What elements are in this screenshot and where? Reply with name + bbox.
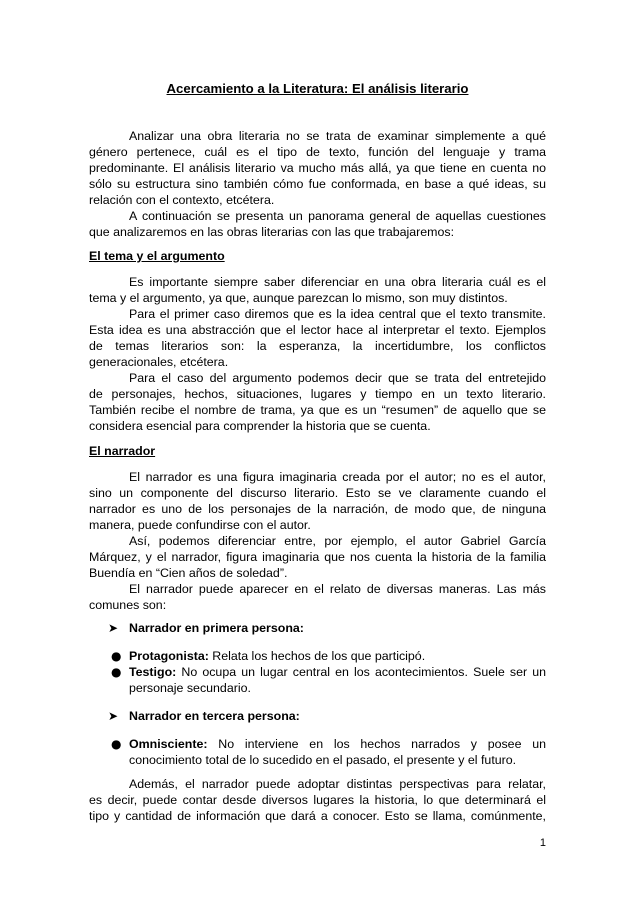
list-heading-primera: Narrador en primera persona: — [129, 621, 304, 635]
list-item-omnisciente — [129, 736, 546, 752]
body-line: género pertenece, cuál es el tipo de texto, función del lenguaje y trama — [89, 145, 546, 159]
bullet-icon: ● — [111, 649, 122, 663]
body-line: sino un componente del discurso literario. Esto se ve claramente cuando el — [89, 486, 546, 500]
body-line: Es importante siempre saber diferenciar en una obra literaria cuál es el — [129, 275, 546, 289]
term-protagonista: Protagonista: — [129, 649, 209, 663]
body-line: de temas literarios son: la esperanza, la incertidumbre, los conflictos — [89, 339, 546, 353]
body-line: Así, podemos diferenciar entre, por ejemplo, el autor Gabriel García — [129, 534, 546, 548]
body-line: sólo su estructura sino también cómo fue conformada, en base a qué ideas, su — [89, 177, 546, 191]
body-line: considera esencial para comprender la historia que se cuenta. — [89, 419, 431, 433]
body-line: tema y el argumento, ya que, aunque parezcan lo mismo, son muy distintos. — [89, 291, 508, 305]
body-line: Para el primer caso diremos que es la idea central que el texto transmite. — [129, 307, 546, 321]
body-line: Para el caso del argumento podemos decir que se trata del entretejido — [129, 371, 546, 385]
body-line: de personajes, hechos, situaciones, lugares y tiempo en un texto literario. — [89, 387, 546, 401]
bullet-icon: ● — [111, 737, 122, 751]
body-line: narrador es uno de los personajes de la narración, de modo que, de ninguna — [89, 502, 546, 516]
body-line: es decir, puede contar desde diversos lugares la historia, lo que determinará el — [89, 793, 546, 807]
page-number: 1 — [539, 837, 546, 849]
body-line: relación con el contexto, etcétera. — [89, 193, 275, 207]
list-heading-tercera: Narrador en tercera persona: — [129, 709, 300, 723]
body-line: generacionales, etcétera. — [89, 355, 229, 369]
list-item-testigo — [129, 664, 546, 680]
term-omnisciente: Omnisciente: — [129, 737, 208, 751]
body-line: El narrador puede aparecer en el relato de diversas maneras. Las más — [129, 582, 546, 596]
definition-protagonista: Relata los hechos de los que participó. — [208, 649, 426, 663]
body-line: manera, puede confundirse con el autor. — [89, 518, 311, 532]
list-item-omnisciente-cont: conocimiento total de lo sucedido en el pasado, el presente y el futuro. — [129, 753, 517, 767]
arrow-bullet-icon: ➤ — [108, 621, 119, 635]
body-line: Analizar una obra literaria no se trata de examinar simplemente a qué — [129, 129, 546, 143]
definition-omnisciente: No interviene en los hechos narrados y posee un — [207, 737, 546, 751]
bullet-icon: ● — [111, 665, 122, 679]
definition-testigo: No ocupa un lugar central en los acontecimientos. Suele ser un — [176, 665, 546, 679]
body-line: comunes son: — [89, 598, 167, 612]
body-line: Esta idea es una abstracción que el lector hace al interpretar el texto. Ejemplos — [89, 323, 546, 337]
page-title: Acercamiento a la Literatura: El análisis literario — [166, 81, 469, 96]
section-heading-narrador: El narrador — [89, 444, 156, 458]
term-testigo: Testigo: — [129, 665, 177, 679]
body-line: A continuación se presenta un panorama general de aquellas cuestiones — [129, 209, 546, 223]
list-item-testigo-cont: personaje secundario. — [129, 681, 251, 695]
body-line: que analizaremos en las obras literarias con las que trabajaremos: — [89, 225, 455, 239]
arrow-bullet-icon: ➤ — [108, 709, 119, 723]
body-line: tipo y cantidad de información que dará a conocer. Esto se llama, comúnmente, — [89, 809, 546, 823]
list-item-protagonista — [129, 648, 546, 664]
body-line: El narrador es una figura imaginaria creada por el autor; no es el autor, — [129, 470, 546, 484]
body-line: Buendía en “Cien años de soledad”. — [89, 566, 288, 580]
body-line: También recibe el nombre de trama, ya que es un “resumen” de aquello que se — [89, 403, 546, 417]
body-line: Además, el narrador puede adoptar distintas perspectivas para relatar, — [129, 777, 546, 791]
body-line: predominante. El análisis literario va mucho más allá, ya que tiene en cuenta no — [89, 161, 546, 175]
section-heading-tema: El tema y el argumento — [89, 249, 225, 263]
body-line: Márquez, y el narrador, figura imaginaria que nos cuenta la historia de la familia — [89, 550, 546, 564]
